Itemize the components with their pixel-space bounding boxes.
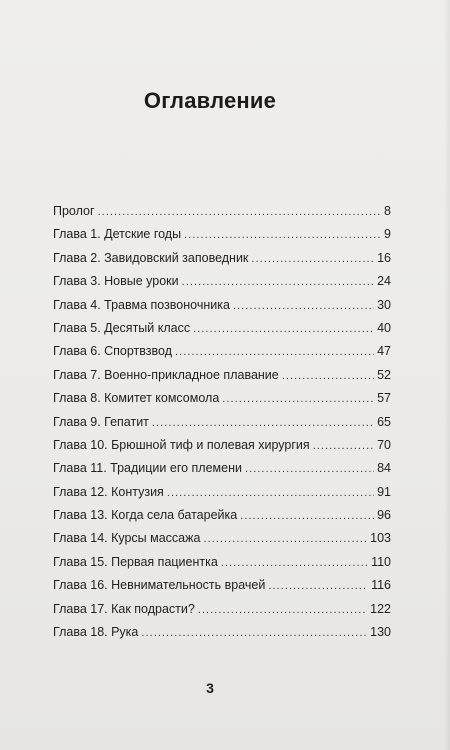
dot-leader <box>240 505 374 528</box>
toc-entry <box>53 527 391 550</box>
toc-entry-label: Пролог <box>53 204 95 218</box>
toc-entry <box>53 434 391 457</box>
toc-entry-page: 57 <box>377 391 391 406</box>
toc-entry-label: Глава 5. Десятый класс <box>53 320 191 335</box>
toc-entry <box>53 200 391 223</box>
toc-entry <box>53 223 391 246</box>
dot-leader <box>221 552 368 575</box>
toc-entry <box>53 294 391 317</box>
toc-entry-label: Глава 12. Контузия <box>53 484 164 499</box>
toc-entry-page: 47 <box>377 344 391 359</box>
toc-entry-label: Глава 10. Брюшной тиф и полевая хирургия <box>53 437 310 452</box>
toc-entry <box>53 574 391 597</box>
toc-entry-page: 103 <box>370 531 391 546</box>
page-title: Оглавление <box>143 88 277 113</box>
dot-leader <box>198 599 367 622</box>
toc-entry-label: Глава 1. Детские годы <box>53 227 182 242</box>
dot-leader <box>182 271 374 294</box>
toc-entry <box>53 504 391 527</box>
toc-entry-label: Глава 4. Травма позвоночника <box>53 297 230 312</box>
dot-leader <box>175 341 374 364</box>
page-edge-shadow <box>444 0 450 750</box>
dot-leader <box>98 201 381 224</box>
toc-entry <box>53 317 391 340</box>
toc-entry-page: 96 <box>377 508 391 523</box>
dot-leader <box>282 365 374 388</box>
toc-entry-label: Глава 6. Спортвзвод <box>53 344 172 359</box>
toc-entry-page: 30 <box>377 297 391 312</box>
toc-entry <box>53 247 391 270</box>
toc-entry-page: 70 <box>377 437 391 452</box>
toc-entry-page: 16 <box>377 250 391 265</box>
toc-entry <box>53 411 391 434</box>
dot-leader <box>141 622 367 645</box>
toc-entry <box>53 551 391 574</box>
toc-entry-page: 91 <box>377 484 391 499</box>
toc-entry-label: Глава 14. Курсы массажа <box>53 531 201 546</box>
toc-entry-label: Глава 7. Военно-прикладное плавание <box>53 367 279 382</box>
dot-leader <box>233 295 374 318</box>
toc-entry-page: 24 <box>377 274 391 289</box>
toc-entry <box>53 387 391 410</box>
toc-entry-label: Глава 9. Гепатит <box>53 414 149 429</box>
dot-leader <box>251 248 374 271</box>
toc-entry-label: Глава 13. Когда села батарейка <box>53 508 238 523</box>
toc-entry-label: Глава 17. Как подрасти? <box>53 601 195 616</box>
toc-entry-label: Глава 11. Традиции его племени <box>53 461 242 476</box>
toc-entry-page: 52 <box>377 367 391 382</box>
toc-entry <box>53 598 391 621</box>
toc-entry-page: 65 <box>377 414 391 429</box>
toc-entry <box>53 457 391 480</box>
toc-entry-page: 130 <box>370 625 391 640</box>
dot-leader <box>245 458 374 481</box>
toc-entry-label: Глава 8. Комитет комсомола <box>53 391 220 406</box>
page-number: 3 <box>206 680 214 696</box>
toc-entry-label: Глава 18. Рука <box>53 625 139 640</box>
dot-leader <box>193 318 374 341</box>
toc-entry-label: Глава 3. Новые уроки <box>53 274 179 289</box>
dot-leader <box>184 224 381 247</box>
toc-entry-page: 40 <box>377 320 391 335</box>
toc-entry-page: 110 <box>371 554 391 569</box>
dot-leader <box>152 412 374 435</box>
toc-entry-label: Глава 2. Завидовский заповедник <box>53 250 249 265</box>
dot-leader <box>167 482 374 505</box>
toc-entry-label: Глава 15. Первая пациентка <box>53 554 218 569</box>
toc-entry <box>53 364 391 387</box>
dot-leader <box>313 435 374 458</box>
toc-entry-page: 9 <box>384 227 391 242</box>
toc-entry-page: 84 <box>377 461 391 476</box>
toc-entry-page: 8 <box>384 204 391 218</box>
dot-leader <box>203 528 367 551</box>
toc-entry <box>53 621 391 644</box>
toc-entry-page: 122 <box>370 601 391 616</box>
dot-leader <box>222 388 374 411</box>
toc-entry-page: 116 <box>371 578 391 593</box>
toc-entry <box>53 340 391 363</box>
toc-entry <box>53 481 391 504</box>
dot-leader <box>268 575 368 598</box>
toc-entry-label: Глава 16. Невнимательность врачей <box>53 578 266 593</box>
toc-entry <box>53 270 391 293</box>
table-of-contents <box>53 200 391 644</box>
